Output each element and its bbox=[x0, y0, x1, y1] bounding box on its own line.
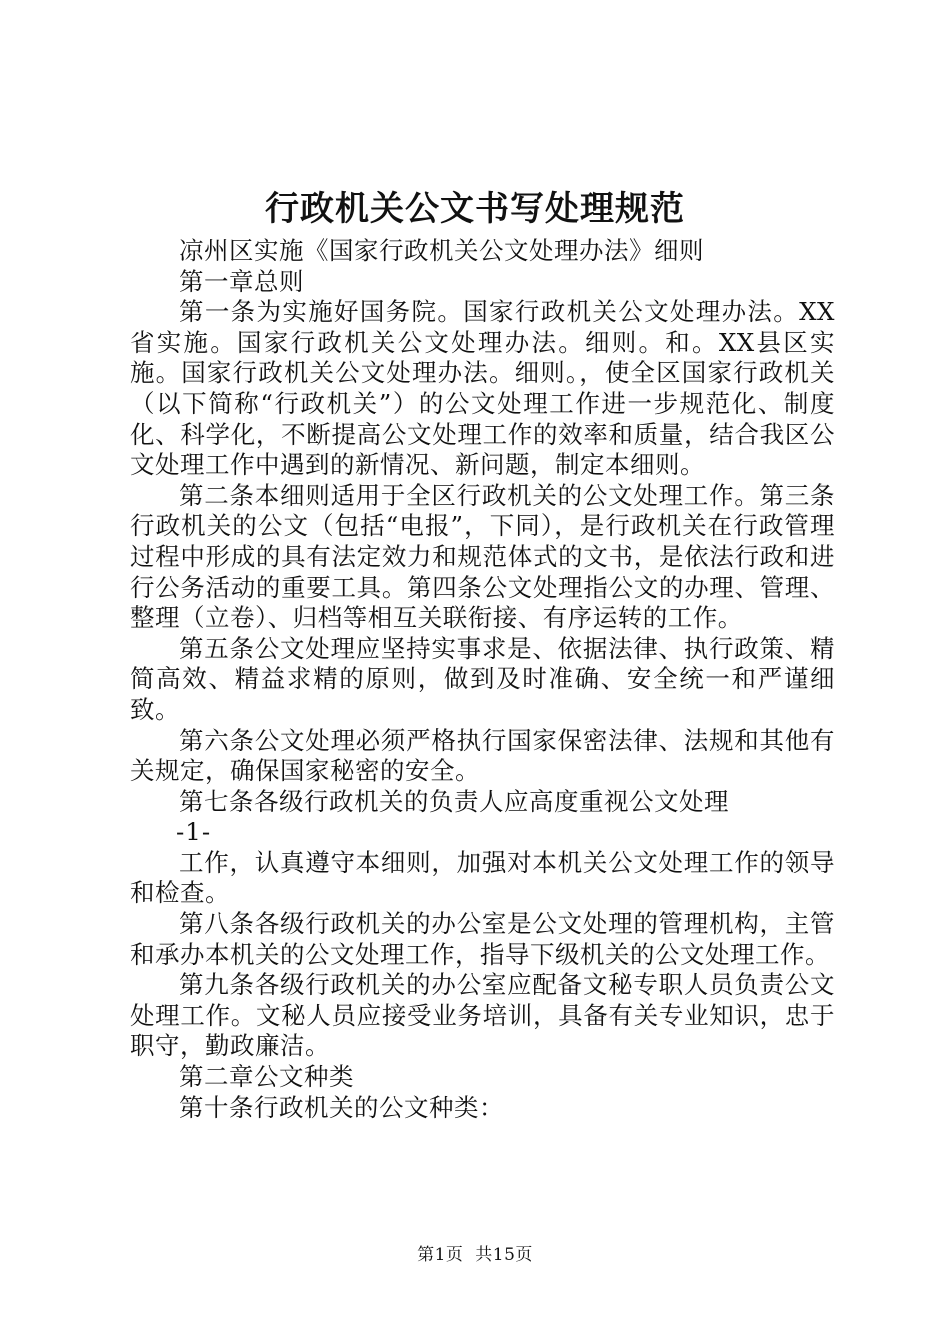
subtitle-line: 凉州区实施《国家行政机关公文处理办法》细则 bbox=[179, 236, 704, 265]
inline-page-number: -1- bbox=[176, 817, 212, 847]
article-paragraph: 第九条各级行政机关的办公室应配备文秘专职人员负责公文处理工作。文秘人员应接受业务培训，具备有关专业知识，忠于职守，勤政廉洁。 bbox=[130, 970, 835, 1061]
article-paragraph: 第五条公文处理应坚持实事求是、依据法律、执行政策、精简高效、精益求精的原则，做到及时准确、安全统一和严谨细致。 bbox=[130, 633, 835, 724]
page-footer bbox=[0, 1243, 950, 1267]
footer-page-number: 第1页 bbox=[417, 1245, 464, 1265]
footer-spacer bbox=[463, 1245, 475, 1265]
document-title: 行政机关公文书写处理规范 bbox=[265, 189, 685, 229]
footer-total-pages: 共15页 bbox=[475, 1245, 533, 1265]
document-body bbox=[130, 236, 835, 1123]
article-paragraph: 第六条公文处理必须严格执行国家保密法律、法规和其他有关规定，确保国家秘密的安全。 bbox=[130, 725, 835, 786]
article-paragraph: 第十条行政机关的公文种类： bbox=[179, 1092, 504, 1122]
article-paragraph: 工作，认真遵守本细则，加强对本机关公文处理工作的领导和检查。 bbox=[130, 847, 835, 908]
chapter-heading: 第二章公文种类 bbox=[179, 1062, 354, 1092]
chapter-heading: 第一章总则 bbox=[179, 266, 304, 296]
article-paragraph: 第八条各级行政机关的办公室是公文处理的管理机构，主管和承办本机关的公文处理工作，指导下级机关的公文处理工作。 bbox=[130, 909, 835, 969]
article-paragraph: 第二条本细则适用于全区行政机关的公文处理工作。第三条行政机关的公文（包括“电报”，下同），是行政机关在行政管理过程中形成的具有法定效力和规范体式的文书，是依法行政和进行公务活动的重要工具。第四条公文处理指公文的办理、管理、整理（立卷）、归档等相互关联衔接、有序运转的工作。 bbox=[130, 480, 835, 633]
article-paragraph: 第七条各级行政机关的负责人应高度重视公文处理 bbox=[179, 786, 729, 816]
article-paragraph: 第一条为实施好国务院。国家行政机关公文处理办法。XX省实施。国家行政机关公文处理办法。细则。和。XX县区实施。国家行政机关公文处理办法。细则。，使全区国家行政机关（以下简称“行政机关”）的公文处理工作进一步规范化、制度化、科学化，不断提高公文处理工作的效率和质量，结合我区公文处理工作中遇到的新情况、新问题，制定本细则。 bbox=[130, 297, 835, 480]
